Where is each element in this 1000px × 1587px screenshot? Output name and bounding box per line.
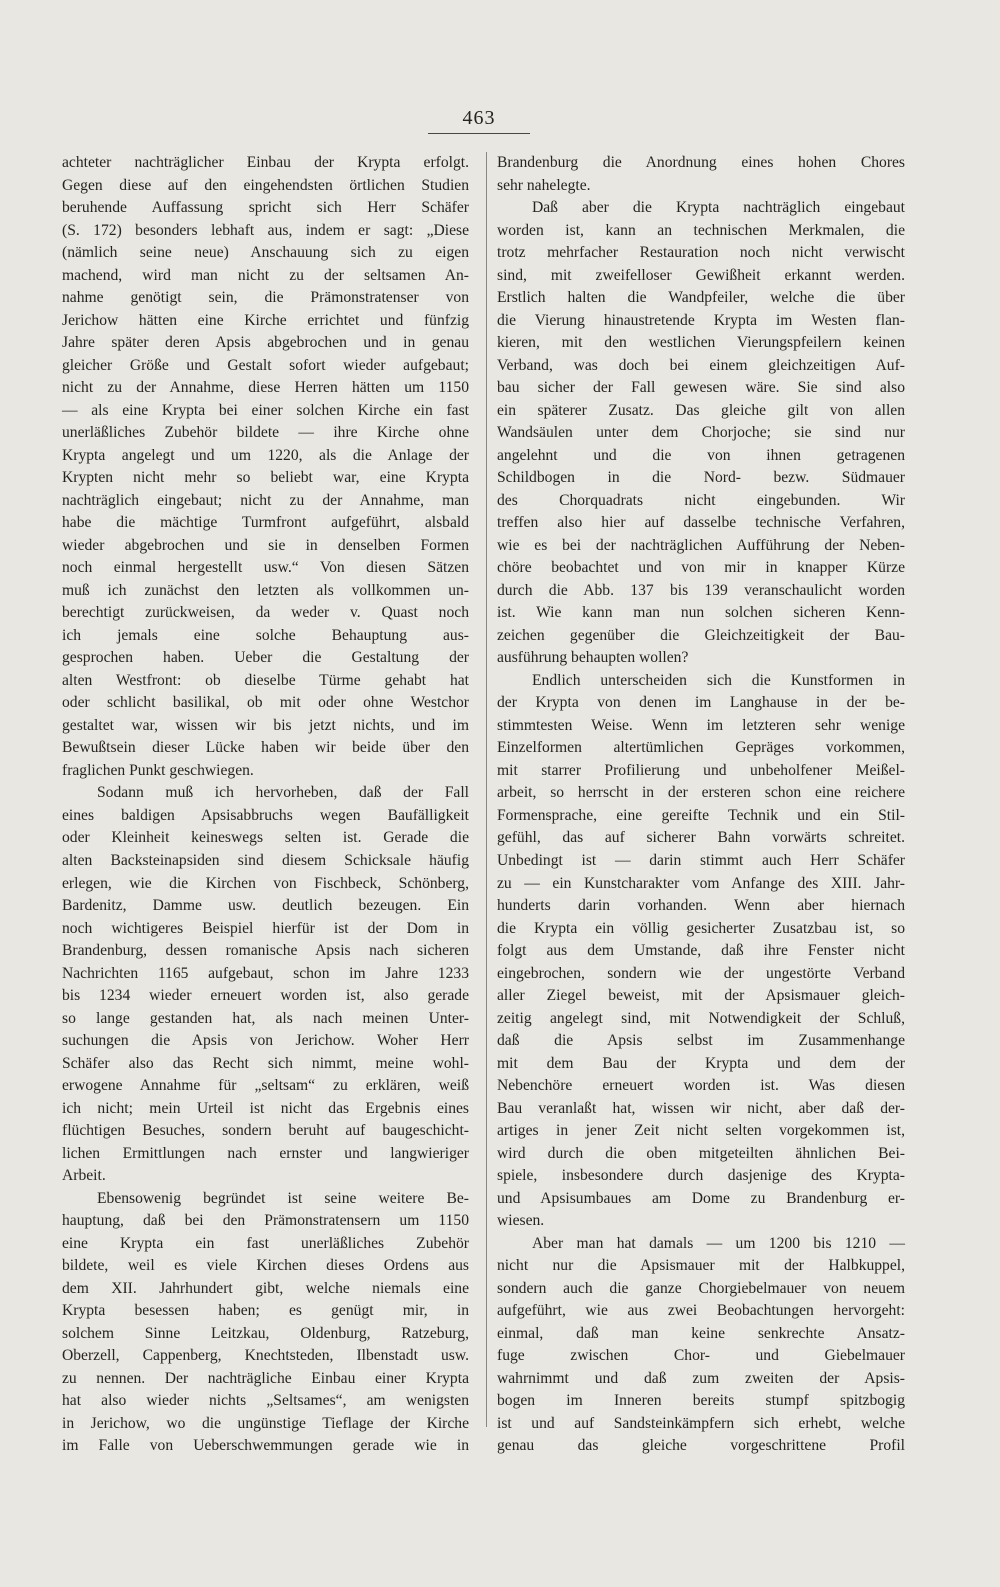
text-line: arbeit, so herrscht in der ersteren schon eine reichere: [497, 784, 905, 802]
text-line: durch die Abb. 137 bis 139 veranschaulicht worden: [497, 581, 905, 599]
text-line: Wandsäulen unter dem Chorjoche; sie sind nur: [497, 424, 905, 442]
text-line: nicht zu der Annahme, diese Herren hätten um 1150: [62, 379, 469, 397]
text-line: zu — ein Kunstcharakter vom Anfange des XIII. Jahr-: [497, 874, 905, 892]
text-line: und Apsisumbaues am Dome zu Brandenburg er-: [497, 1189, 905, 1207]
text-line: der Krypta von denen im Langhause in der be-: [497, 694, 905, 712]
header-rule: [428, 133, 530, 134]
column-divider: [486, 152, 487, 1427]
text-line: ich nicht; mein Urteil ist nicht das Ergebnis eines: [62, 1099, 469, 1117]
text-line: sind, mit zweifelloser Gewißheit erkannt werden.: [497, 266, 905, 284]
text-line: Schäfer also das Recht sich nimmt, meine wohl-: [62, 1054, 469, 1072]
text-line: Oberzell, Cappenberg, Knechtsteden, Ilbenstadt usw.: [62, 1347, 469, 1365]
text-line: fuge zwischen Chor- und Giebelmauer: [497, 1347, 905, 1365]
text-line: sehr nahelegte.: [497, 176, 591, 194]
text-line: berechtigt zurückweisen, da weder v. Quast noch: [62, 604, 469, 622]
page-number: 463: [462, 107, 496, 129]
text-line: im Falle von Ueberschwemmungen gerade wie in: [62, 1437, 469, 1455]
text-line: artiges in jener Zeit nicht selten vorgekommen ist,: [497, 1122, 905, 1140]
text-line: — als eine Krypta bei einer solchen Kirche ein fast: [62, 401, 469, 419]
text-line: (nämlich seine neue) Anschauung sich zu eigen: [62, 244, 469, 262]
text-line: Daß aber die Krypta nachträglich eingebaut: [532, 199, 905, 217]
text-line: folgt aus dem Umstande, daß ihre Fenster nicht: [497, 942, 905, 960]
text-line: (S. 172) besonders lebhaft aus, indem er sagt: „Diese: [62, 221, 469, 239]
text-line: nachträglich eingebaut; nicht zu der Annahme, man: [62, 491, 469, 509]
text-line: wieder abgebrochen und sie in denselben Formen: [62, 536, 469, 554]
text-line: Ebensowenig begründet ist seine weitere Be-: [97, 1189, 469, 1207]
text-line: bis 1234 wieder erneuert worden ist, also gerade: [62, 987, 469, 1005]
text-line: suchungen die Apsis von Jerichow. Woher Herr: [62, 1032, 469, 1050]
text-line: Brandenburg, dessen romanische Apsis nach sicheren: [62, 942, 469, 960]
text-line: Endlich unterscheiden sich die Kunstformen in: [532, 671, 905, 689]
text-line: dem XII. Jahrhundert gibt, welche niemals eine: [62, 1279, 469, 1297]
text-line: die Krypta ein völlig gesicherter Zusatzbau ist, so: [497, 919, 905, 937]
text-line: treffen also hier auf dasselbe technische Verfahren,: [497, 514, 905, 532]
text-line: chöre beobachtet und von mir in knapper Kürze: [497, 559, 905, 577]
text-line: aufgeführt, wie aus zwei Beobachtungen hervorgeht:: [497, 1302, 905, 1320]
text-line: mit dem Bau der Krypta und dem der: [497, 1054, 905, 1072]
text-line: hunderts darin vorhanden. Wenn aber hiernach: [497, 897, 905, 915]
text-line: worden ist, kann an technischen Merkmalen, die: [497, 221, 905, 239]
text-line: alten Westfront: ob dieselbe Türme gehabt hat: [62, 671, 469, 689]
text-line: bau sicher der Fall gewesen wäre. Sie sind also: [497, 379, 905, 397]
text-line: daß die Apsis selbst im Zusammenhange: [497, 1032, 905, 1050]
text-line: wiesen.: [497, 1212, 545, 1230]
text-line: eine Krypta ein fast unerläßliches Zubehör: [62, 1234, 469, 1252]
text-line: ein späterer Zusatz. Das gleiche gilt von allen: [497, 401, 905, 419]
text-line: Arbeit.: [62, 1167, 106, 1185]
text-line: Verband, was doch bei einem gleichzeitigen Auf-: [497, 356, 905, 374]
text-line: oder Kleinheit keineswegs selten ist. Gerade die: [62, 829, 469, 847]
text-line: einmal, daß man keine senkrechte Ansatz-: [497, 1324, 905, 1342]
text-line: machend, wird man nicht zu der seltsamen An-: [62, 266, 469, 284]
text-line: noch wichtigeres Beispiel hierfür ist der Dom in: [62, 919, 469, 937]
text-line: Krypta angelegt und um 1220, als die Anlage der: [62, 446, 469, 464]
text-line: ich jemals eine solche Behauptung aus-: [62, 626, 469, 644]
text-line: die Vierung hinaustretende Krypta im Westen flan-: [497, 311, 905, 329]
text-line: zeichen gegenüber die Gleichzeitigkeit der Bau-: [497, 626, 905, 644]
text-line: beruhende Auffassung spricht sich Herr Schäfer: [62, 199, 469, 217]
text-line: wahrnimmt und daß zum zweiten der Apsis-: [497, 1369, 905, 1387]
text-line: des Chorquadrats nicht eingebunden. Wir: [497, 491, 905, 509]
text-line: genau das gleiche vorgeschrittene Profil: [497, 1437, 905, 1455]
text-line: hauptung, daß bei den Prämonstratensern um 1150: [62, 1212, 469, 1230]
text-line: Aber man hat damals — um 1200 bis 1210 —: [532, 1234, 905, 1252]
text-line: oder schlicht basilikal, ob mit oder ohne Westchor: [62, 694, 469, 712]
text-line: Unbedingt ist — darin stimmt auch Herr Schäfer: [497, 851, 905, 869]
text-line: eingebrochen, sondern wie der ungestörte Verband: [497, 964, 905, 982]
text-line: Bewußtsein dieser Lücke haben wir beide über den: [62, 739, 469, 757]
left-column: [62, 152, 469, 1455]
text-line: lichen Ermittlungen nach ernster und langwieriger: [62, 1144, 469, 1162]
text-line: so lange gestanden hat, als nach meinen Unter-: [62, 1009, 469, 1027]
text-line: solchem Sinne Leitzkau, Oldenburg, Ratzeburg,: [62, 1324, 469, 1342]
text-line: eines baldigen Apsisabbruchs wegen Baufälligkeit: [62, 806, 469, 824]
text-line: Jerichow hätten eine Kirche errichtet und fünfzig: [62, 311, 469, 329]
text-line: gleicher Größe und Gestalt sofort wieder aufgebaut;: [62, 356, 469, 374]
text-line: Sodann muß ich hervorheben, daß der Fall: [97, 784, 469, 802]
text-line: flüchtigen Besuches, sondern beruht auf baugeschicht-: [62, 1122, 469, 1140]
text-line: aller Ziegel beweist, mit der Apsismauer gleich-: [497, 987, 905, 1005]
text-line: ausführung behaupten wollen?: [497, 649, 689, 667]
text-line: habe die mächtige Turmfront aufgeführt, alsbald: [62, 514, 469, 532]
text-line: Jahre später deren Apsis abgebrochen und in genau: [62, 334, 469, 352]
text-line: gesprochen haben. Ueber die Gestaltung der: [62, 649, 469, 667]
text-line: Gegen diese auf den eingehendsten örtlichen Studien: [62, 176, 469, 194]
text-line: Einzelformen altertümlichen Gepräges vorkommen,: [497, 739, 905, 757]
text-line: gestaltet war, wissen wir bis jetzt nichts, und im: [62, 716, 469, 734]
text-line: alten Backsteinapsiden sind diesem Schicksale häufig: [62, 851, 469, 869]
text-line: Bardenitz, Damme usw. deutlich bezeugen. Ein: [62, 897, 469, 915]
text-line: fraglichen Punkt geschwiegen.: [62, 761, 254, 779]
text-line: wie es bei der nachträglichen Aufführung der Neben-: [497, 536, 905, 554]
text-line: mit starrer Profilierung und unbeholfener Meißel-: [497, 761, 905, 779]
text-line: sondern auch die ganze Chorgiebelmauer von neuem: [497, 1279, 905, 1297]
text-line: ist und auf Sandsteinkämpfern sich erhebt, welche: [497, 1414, 905, 1432]
text-line: Krypten nicht mehr so beliebt war, eine Krypta: [62, 469, 469, 487]
text-line: Nebenchöre erneuert worden ist. Was diesen: [497, 1077, 905, 1095]
text-line: muß ich zunächst den letzten als vollkommen un-: [62, 581, 469, 599]
right-column: [497, 152, 905, 1455]
text-line: Nachrichten 1165 aufgebaut, schon im Jahre 1233: [62, 964, 469, 982]
text-line: Schildbogen in die Nord- bezw. Südmauer: [497, 469, 905, 487]
text-line: Bau veranlaßt hat, wissen wir nicht, aber daß der-: [497, 1099, 905, 1117]
text-line: ist. Wie kann man nun solchen sicheren Kenn-: [497, 604, 905, 622]
text-line: bildete, weil es viele Kirchen dieses Ordens aus: [62, 1257, 469, 1275]
text-line: zu nennen. Der nachträgliche Einbau einer Krypta: [62, 1369, 469, 1387]
text-line: Brandenburg die Anordnung eines hohen Chores: [497, 154, 905, 171]
text-line: unerläßliches Zubehör bildete — ihre Kirche ohne: [62, 424, 469, 442]
text-line: stimmtesten Weise. Wenn im letzteren sehr wenige: [497, 716, 905, 734]
text-line: Erstlich halten die Wandpfeiler, welche die über: [497, 289, 905, 307]
text-line: achteter nachträglicher Einbau der Krypta erfolgt.: [62, 154, 469, 171]
text-line: erwogene Annahme für „seltsam“ zu erklären, weiß: [62, 1077, 469, 1095]
text-line: nahme genötigt sein, die Prämonstratenser von: [62, 289, 469, 307]
text-line: erlegen, wie die Kirchen von Fischbeck, Schönberg,: [62, 874, 469, 892]
text-line: zeitig angelegt sind, mit Notwendigkeit der Schluß,: [497, 1009, 905, 1027]
text-line: hat also wieder nichts „Seltsames“, am wenigsten: [62, 1392, 469, 1410]
text-line: Formensprache, eine gereifte Technik und ein Stil-: [497, 806, 905, 824]
text-line: bogen im Inneren bereits stumpf spitzbogig: [497, 1392, 905, 1410]
text-line: gefühl, das auf sicherer Bahn vorwärts schreitet.: [497, 829, 905, 847]
text-line: in Jerichow, wo die ungünstige Tieflage der Kirche: [62, 1414, 469, 1432]
text-line: spiele, insbesondere durch dasjenige des Krypta-: [497, 1167, 905, 1185]
text-line: angelehnt und die von ihnen getragenen: [497, 446, 905, 464]
text-line: Krypta besessen haben; es genügt mir, in: [62, 1302, 469, 1320]
text-line: noch einmal hergestellt usw.“ Von diesen Sätzen: [62, 559, 469, 577]
text-line: nicht nur die Apsismauer mit der Halbkuppel,: [497, 1257, 905, 1275]
text-line: wird durch die oben mitgeteilten ähnlichen Bei-: [497, 1144, 905, 1162]
text-line: trotz mehrfacher Restauration noch nicht verwischt: [497, 244, 905, 262]
text-line: kieren, mit den westlichen Vierungspfeilern keinen: [497, 334, 905, 352]
